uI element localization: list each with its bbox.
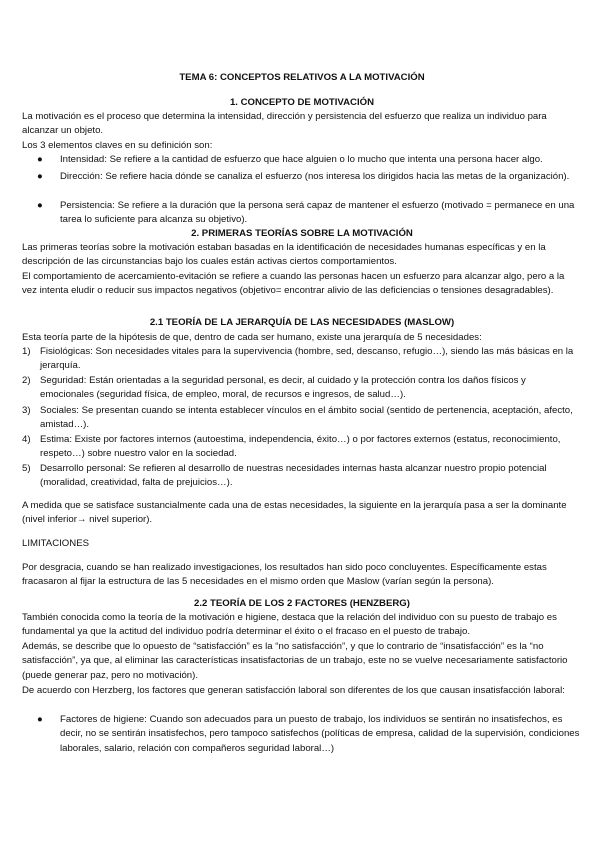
list-item: Intensidad: Se refiere a la cantidad de esfuerzo que hace alguien o lo mucho que intenta una persona hacer algo. [60,154,543,165]
list-number: 4) [22,434,31,445]
section-2-1-closing: A medida que se satisface sustancialmente cada una de estas necesidades, la siguiente en la jerarquía pasa a ser la dominante (nivel inferior→ nivel superior). [22,500,567,526]
section-2-2-paragraph-3: De acuerdo con Herzberg, los factores que generan satisfacción laboral son diferentes de los que causan insatisfacción laboral: [22,685,565,696]
list-item: Desarrollo personal: Se refieren al desarrollo de nuestras necesidades internas hasta alcanzar nuestro propio potencial (moralidad, creatividad, falta de prejuicios…). [40,463,547,489]
list-item: Fisiológicas: Son necesidades vitales para la supervivencia (hombre, sed, descanso, refugio…), siendo las más básicas en la jerarquía. [40,346,574,372]
section-2-heading: 2. PRIMERAS TEORÍAS SOBRE LA MOTIVACIÓN [191,228,413,239]
bullet-icon: ● [37,154,43,165]
section-2-paragraph-2: El comportamiento de acercamiento-evitación se refiere a cuando las personas hacen un esfuerzo para alcanzar algo, pero a la vez intenta eludir o reducir sus impactos negativos (objetivo= encontrar alivio de las deficiencias o tensiones desagradables). [22,271,565,297]
list-item: Dirección: Se refiere hacia dónde se canaliza el esfuerzo (nos interesa los dirigidos hacia las metas de la organización). [60,171,570,182]
bullet-icon: ● [37,714,43,725]
list-item: Sociales: Se presentan cuando se intenta establecer vínculos en el ámbito social (sentido de pertenencia, aceptación, afecto, amistad…). [40,405,573,431]
list-item: Factores de higiene: Cuando son adecuados para un puesto de trabajo, los individuos se sentirán no insatisfechos, es decir, no se sentirán insatisfechos, pero tampoco satisfechos (políticas de empresa, calidad de la supervisión, condiciones laborales, salario, relación con compañeros seguridad laboral…) [60,714,580,754]
document-title: TEMA 6: CONCEPTOS RELATIVOS A LA MOTIVACIÓN [179,72,425,83]
section-2-2-paragraph-2: Además, se describe que lo opuesto de “satisfacción” es la “no satisfacción”, y que lo contrario de “insatisfacción” es la “no satisfacción”, ya que, al eliminar las características insatisfactorias de un trabajo, este no se vuelve necesariamente satisfactorio (puede generar paz, pero no motivación). [22,641,568,681]
section-1-heading: 1. CONCEPTO DE MOTIVACIÓN [229,97,375,108]
list-item: Persistencia: Se refiere a la duración que la persona será capaz de mantener el esfuerzo (motivado = permanece en una tarea lo suficiente para alcanza su objetivo). [60,200,575,226]
section-2-2-heading: 2.2 TEORÍA DE LOS 2 FACTORES (HENZBERG) [194,598,410,609]
section-2-1-heading: 2.1 TEORÍA DE LA JERARQUÍA DE LAS NECESIDADES (MASLOW) [149,317,455,328]
limitations-text: Por desgracia, cuando se han realizado investigaciones, los resultados han sido poco concluyentes. Específicamente estas fracasaron al fijar la estructura de las 5 necesidades en el mismo orden que Maslow (varían según la persona). [22,562,547,588]
list-number: 2) [22,375,31,386]
limitations-heading: LIMITACIONES [22,538,89,549]
bullet-icon: ● [37,200,43,211]
section-2-1-intro: Esta teoría parte de la hipótesis de que, dentro de cada ser humano, existe una jerarquía de 5 necesidades: [22,332,482,343]
bullet-icon: ● [37,171,43,182]
section-2-paragraph-1: Las primeras teorías sobre la motivación estaban basadas en la identificación de necesidades humanas específicas y en la descripción de las circunstancias bajo los cuales están activas ciertos comportamientos. [22,242,546,268]
list-item: Estima: Existe por factores internos (autoestima, independencia, éxito…) o por factores externos (estatus, reconocimiento, respeto…) sobre nuestro valor en la sociedad. [40,434,561,460]
list-number: 5) [22,463,31,474]
section-1-paragraph-2: Los 3 elementos claves en su definición son: [22,140,213,151]
list-number: 1) [22,346,31,357]
list-number: 3) [22,405,31,416]
section-2-2-paragraph-1: También conocida como la teoría de la motivación e higiene, destaca que la relación del individuo con su puesto de trabajo es fundamental ya que la actitud del individuo podría determinar el éxito o el fracaso en el puesto de trabajo. [22,612,557,638]
list-item: Seguridad: Están orientadas a la seguridad personal, es decir, al cuidado y la protección contra los daños físicos y emocionales (seguridad física, de empleo, moral, de recursos e ingresos, de salud…). [40,375,526,401]
section-1-paragraph-1: La motivación es el proceso que determina la intensidad, dirección y persistencia del esfuerzo que realiza un individuo para alcanzar un objeto. [22,111,547,137]
